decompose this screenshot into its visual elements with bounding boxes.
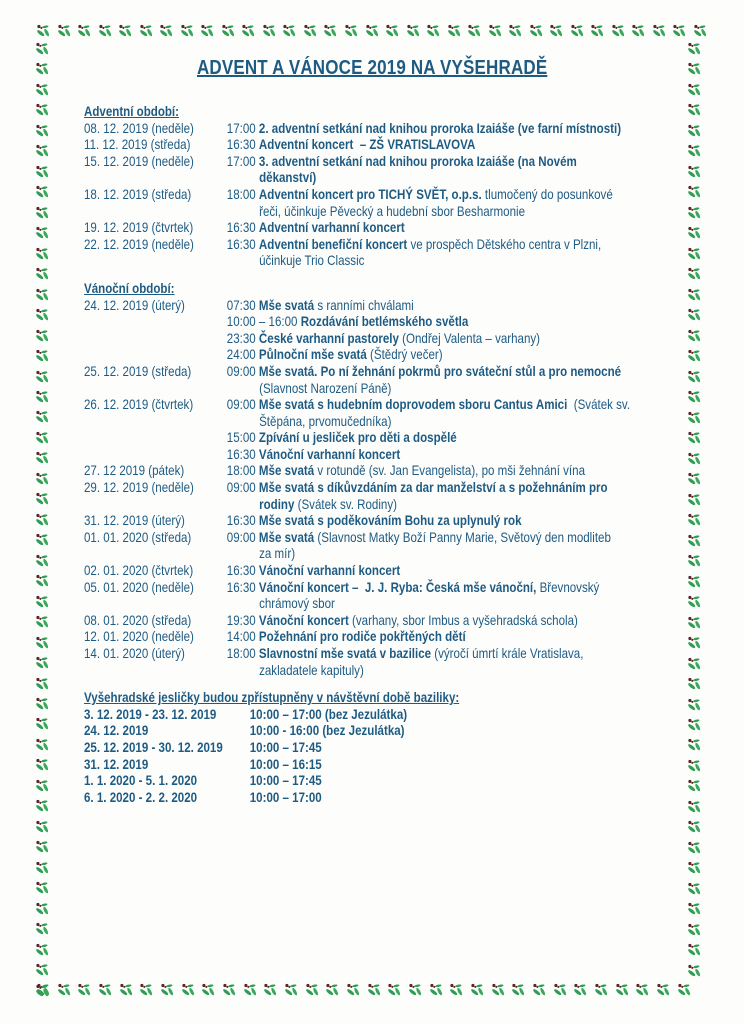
schedule-row xyxy=(84,707,705,724)
event-date: 25. 12. 2019 (středa) xyxy=(84,363,192,379)
holly-sprig-icon xyxy=(35,554,50,568)
event-date: 15. 12. 2019 (neděle) xyxy=(84,153,194,169)
holly-sprig-icon xyxy=(35,881,50,895)
holly-sprig-icon xyxy=(35,799,50,813)
event-details xyxy=(227,613,705,630)
event-date: 02. 01. 2020 (čtvrtek) xyxy=(84,563,194,579)
holly-sprig-icon xyxy=(160,983,175,997)
event-date: 31. 12. 2019 xyxy=(84,756,149,772)
holly-sprig-icon xyxy=(573,983,588,997)
schedule-row xyxy=(84,364,705,397)
event-detail-text: v rotundě (sv. Jan Evangelista), po mši žehnání vína xyxy=(314,463,586,479)
event-line xyxy=(227,430,705,447)
event-detail-text: (varhany, sbor Imbus a vyšehradská schola) xyxy=(348,612,578,628)
event-detail-text: (Slavnost Matky Boží Panny Marie, Světový den modliteb xyxy=(314,529,611,545)
event-date: 27. 12 2019 (pátek) xyxy=(84,463,185,479)
event-line xyxy=(227,513,705,530)
event-title-text: Mše svatá xyxy=(258,463,315,479)
event-date: 19. 12. 2019 (čtvrtek) xyxy=(84,220,194,236)
event-line xyxy=(227,463,705,480)
holly-sprig-icon xyxy=(532,983,547,997)
event-detail-text: chrámový sbor xyxy=(259,596,335,612)
event-title-text: Adventní koncert – ZŠ VRATISLAVOVA xyxy=(258,137,476,153)
event-line xyxy=(227,414,705,431)
holly-sprig-icon xyxy=(35,390,50,404)
event-detail-text: účinkuje Trio Classic xyxy=(259,253,365,269)
holly-sprig-icon xyxy=(139,983,154,997)
event-date: 18. 12. 2019 (středa) xyxy=(84,186,192,202)
holly-sprig-icon xyxy=(305,983,320,997)
event-detail-text: 14:00 xyxy=(226,629,259,645)
event-detail-text: 09:00 xyxy=(226,529,259,545)
holly-sprig-icon xyxy=(408,983,423,997)
event-line xyxy=(227,220,705,237)
event-line xyxy=(227,530,705,547)
event-date: 24. 12. 2019 xyxy=(84,723,149,739)
event-title-text: děkanství) xyxy=(259,170,317,186)
event-details xyxy=(227,513,705,530)
opening-time: 10:00 – 16:15 xyxy=(249,756,322,772)
schedule-row xyxy=(84,187,705,220)
holly-sprig-icon xyxy=(35,103,50,117)
holly-sprig-icon xyxy=(387,983,402,997)
event-title-text: Adventní koncert pro TICHÝ SVĚT, o.p.s. xyxy=(258,186,482,202)
holly-sprig-icon xyxy=(35,42,50,56)
event-line xyxy=(227,397,705,414)
event-title-text: Adventní varhanní koncert xyxy=(258,220,405,236)
event-details xyxy=(227,220,705,237)
event-line xyxy=(227,204,705,221)
holly-sprig-icon xyxy=(119,983,134,997)
holly-sprig-icon xyxy=(687,964,702,978)
event-title-text: Adventní benefiční koncert xyxy=(258,236,408,252)
event-details xyxy=(227,121,705,138)
holly-sprig-icon xyxy=(35,943,50,957)
schedule-row xyxy=(84,723,705,740)
event-details xyxy=(227,629,705,646)
holly-sprig-icon xyxy=(325,983,340,997)
event-line xyxy=(227,480,705,497)
holly-sprig-icon xyxy=(35,431,50,445)
event-line xyxy=(227,580,705,597)
holly-sprig-icon xyxy=(449,983,464,997)
holly-sprig-icon xyxy=(687,820,702,834)
event-details xyxy=(227,463,705,480)
event-title-text: 2. adventní setkání nad knihou proroka Izaiáše (ve farní místnosti) xyxy=(258,120,622,136)
event-title-text: Vánoční varhanní koncert xyxy=(258,563,401,579)
holly-sprig-icon xyxy=(687,841,702,855)
event-title-text: České varhanní pastorely xyxy=(258,330,399,346)
opening-time: 10:00 - 16:00 (bez Jezulátka) xyxy=(249,723,405,739)
holly-sprig-icon xyxy=(181,983,196,997)
event-date: 31. 12. 2019 (úterý) xyxy=(84,513,185,529)
holly-sprig-icon xyxy=(35,247,50,261)
holly-sprig-icon xyxy=(615,983,630,997)
event-title-text: Mše svatá. Po ní žehnání pokrmů pro sváteční stůl a pro nemocné xyxy=(258,363,622,379)
event-date: 26. 12. 2019 (čtvrtek) xyxy=(84,397,194,413)
event-details xyxy=(227,187,705,220)
event-line xyxy=(227,646,705,663)
event-line xyxy=(227,663,705,680)
event-details xyxy=(227,237,705,270)
schedule-row xyxy=(84,629,705,646)
holly-sprig-icon xyxy=(35,963,50,977)
document-content xyxy=(84,0,705,806)
event-detail-text: 15:00 xyxy=(226,430,259,446)
section xyxy=(84,281,705,679)
holly-sprig-icon xyxy=(35,62,50,76)
event-detail-text: (Štědrý večer) xyxy=(366,347,443,363)
event-date: 11. 12. 2019 (středa) xyxy=(84,137,191,153)
holly-sprig-icon xyxy=(687,902,702,916)
holly-sprig-icon xyxy=(35,615,50,629)
event-date: 05. 01. 2020 (neděle) xyxy=(84,579,194,595)
opening-time: 10:00 – 17:45 xyxy=(249,739,322,755)
holly-sprig-icon xyxy=(222,983,237,997)
holly-sprig-icon xyxy=(367,983,382,997)
event-line xyxy=(227,629,705,646)
holly-sprig-icon xyxy=(35,779,50,793)
event-title-text: Rozdávání betlémského světla xyxy=(300,314,469,330)
holly-sprig-icon xyxy=(35,758,50,772)
holly-sprig-icon xyxy=(35,349,50,363)
schedule-row xyxy=(84,154,705,187)
holly-border-left xyxy=(35,42,51,998)
event-date: 1. 1. 2020 - 5. 1. 2020 xyxy=(84,773,198,789)
event-details xyxy=(227,397,705,463)
holly-sprig-icon xyxy=(35,165,50,179)
holly-sprig-icon xyxy=(36,24,51,38)
opening-time: 10:00 – 17:00 xyxy=(249,789,322,805)
event-line xyxy=(227,137,705,154)
schedule-row xyxy=(84,563,705,580)
event-details xyxy=(250,790,705,807)
event-details xyxy=(227,480,705,513)
schedule-row xyxy=(84,580,705,613)
schedule-row xyxy=(84,137,705,154)
holly-sprig-icon xyxy=(35,902,50,916)
holly-sprig-icon xyxy=(35,451,50,465)
event-title-text: Mše svatá s díkůvzdáním za dar manželství a s požehnáním pro xyxy=(258,480,608,496)
event-line xyxy=(227,381,705,398)
event-line xyxy=(227,170,705,187)
holly-sprig-icon xyxy=(677,983,692,997)
section-heading: Vánoční období: xyxy=(84,280,175,296)
schedule-row xyxy=(84,463,705,480)
event-date: 24. 12. 2019 (úterý) xyxy=(84,297,185,313)
holly-sprig-icon xyxy=(687,923,702,937)
holly-border-bottom xyxy=(36,983,692,999)
holly-sprig-icon xyxy=(35,472,50,486)
event-title-text: 3. adventní setkání nad knihou proroka Izaiáše (na Novém xyxy=(258,153,577,169)
holly-sprig-icon xyxy=(35,206,50,220)
holly-sprig-icon xyxy=(35,513,50,527)
holly-sprig-icon xyxy=(35,288,50,302)
event-details xyxy=(227,563,705,580)
event-detail-text: 16:30 xyxy=(226,446,259,462)
event-detail-text: 16:30 xyxy=(226,579,259,595)
holly-sprig-icon xyxy=(35,308,50,322)
event-detail-text: (výročí úmrtí krále Vratislava, xyxy=(431,646,584,661)
event-detail-text: 18:00 xyxy=(226,646,259,661)
holly-sprig-icon xyxy=(594,983,609,997)
event-line xyxy=(227,331,705,348)
event-date: 29. 12. 2019 (neděle) xyxy=(84,480,194,496)
holly-sprig-icon xyxy=(35,717,50,731)
event-title-text: rodiny xyxy=(259,496,295,512)
event-line xyxy=(227,546,705,563)
event-details xyxy=(250,773,705,790)
event-date: 22. 12. 2019 (neděle) xyxy=(84,236,194,252)
section-heading: Adventní období: xyxy=(84,104,180,119)
event-detail-text: Štěpána, prvomučedníka) xyxy=(259,413,392,429)
holly-sprig-icon xyxy=(35,226,50,240)
event-date: 12. 01. 2020 (neděle) xyxy=(84,629,194,645)
event-date: 14. 01. 2020 (úterý) xyxy=(84,646,185,661)
holly-sprig-icon xyxy=(35,267,50,281)
event-details xyxy=(250,707,705,724)
event-date: 3. 12. 2019 - 23. 12. 2019 xyxy=(84,706,217,722)
holly-sprig-icon xyxy=(35,697,50,711)
event-line xyxy=(227,613,705,630)
event-detail-text: 16:30 xyxy=(226,236,259,252)
event-detail-text: 09:00 xyxy=(226,480,259,496)
event-title-text: Mše svatá xyxy=(258,297,315,313)
event-detail-text: (Svátek sv. xyxy=(567,397,631,413)
event-details xyxy=(227,298,705,364)
holly-sprig-icon xyxy=(35,144,50,158)
event-detail-text: 10:00 – 16:00 xyxy=(226,314,301,330)
holly-sprig-icon xyxy=(243,983,258,997)
holly-sprig-icon xyxy=(35,185,50,199)
event-detail-text: 16:30 xyxy=(226,513,259,529)
event-details xyxy=(227,530,705,563)
event-title-text: Vánoční varhanní koncert xyxy=(258,446,401,462)
schedule-row xyxy=(84,773,705,790)
schedule-row xyxy=(84,513,705,530)
holly-sprig-icon xyxy=(57,983,72,997)
page-title: ADVENT A VÁNOCE 2019 NA VYŠEHRADĚ xyxy=(196,57,548,79)
event-detail-text: zakladatele kapituly) xyxy=(259,662,364,678)
schedule-row xyxy=(84,397,705,463)
event-title-text: Mše svatá s hudebním doprovodem sboru Cantus Amici xyxy=(258,397,568,413)
event-detail-text: za mír) xyxy=(259,546,296,562)
event-detail-text: 16:30 xyxy=(226,220,259,236)
schedule-row xyxy=(84,298,705,364)
holly-sprig-icon xyxy=(98,983,113,997)
event-date: 6. 1. 2020 - 2. 2. 2020 xyxy=(84,789,198,805)
holly-sprig-icon xyxy=(35,124,50,138)
event-details xyxy=(250,740,705,757)
holly-sprig-icon xyxy=(35,738,50,752)
event-date: 08. 12. 2019 (neděle) xyxy=(84,120,194,136)
schedule-row xyxy=(84,530,705,563)
event-detail-text: 09:00 xyxy=(226,397,259,413)
event-detail-text: tlumočený do posunkové xyxy=(481,186,613,202)
holly-sprig-icon xyxy=(470,983,485,997)
event-line xyxy=(227,187,705,204)
event-line xyxy=(227,447,705,464)
holly-sprig-icon xyxy=(511,983,526,997)
schedule-row xyxy=(84,757,705,774)
schedule-row xyxy=(84,613,705,630)
holly-sprig-icon xyxy=(35,533,50,547)
event-title-text: Vánoční koncert – J. J. Ryba: Česká mše vánoční, xyxy=(258,579,537,595)
event-line xyxy=(227,364,705,381)
event-detail-text: řeči, účinkuje Pěvecký a hudební sbor Besharmonie xyxy=(259,203,526,219)
holly-sprig-icon xyxy=(656,983,671,997)
holly-sprig-icon xyxy=(35,370,50,384)
event-detail-text: ve prospěch Dětského centra v Plzni, xyxy=(407,236,602,252)
event-detail-text: 16:30 xyxy=(226,563,259,579)
holly-sprig-icon xyxy=(35,922,50,936)
event-line xyxy=(227,237,705,254)
event-details xyxy=(227,137,705,154)
schedule-row xyxy=(84,790,705,807)
event-title-text: Zpívání u jesliček pro děti a dospělé xyxy=(258,430,457,446)
event-date: 08. 01. 2020 (středa) xyxy=(84,612,192,628)
holly-sprig-icon xyxy=(35,410,50,424)
holly-sprig-icon xyxy=(35,574,50,588)
section xyxy=(84,104,705,270)
event-title-text: Mše svatá xyxy=(258,529,315,545)
holly-sprig-icon xyxy=(35,861,50,875)
holly-sprig-icon xyxy=(35,840,50,854)
holly-sprig-icon xyxy=(429,983,444,997)
event-line xyxy=(227,298,705,315)
event-line xyxy=(227,497,705,514)
event-line xyxy=(227,314,705,331)
event-line xyxy=(227,154,705,171)
event-details xyxy=(227,154,705,187)
holly-sprig-icon xyxy=(57,24,72,38)
event-detail-text: 19:30 xyxy=(226,612,259,628)
schedule-row xyxy=(84,237,705,270)
event-detail-text: 18:00 xyxy=(226,463,259,479)
holly-sprig-icon xyxy=(263,983,278,997)
section xyxy=(84,690,705,806)
event-details xyxy=(227,364,705,397)
event-detail-text: 07:30 xyxy=(226,297,259,313)
event-detail-text: (Ondřej Valenta – varhany) xyxy=(398,330,541,346)
holly-sprig-icon xyxy=(284,983,299,997)
holly-sprig-icon xyxy=(553,983,568,997)
event-date: 25. 12. 2019 - 30. 12. 2019 xyxy=(84,739,223,755)
holly-sprig-icon xyxy=(346,983,361,997)
event-title-text: Slavnostní mše svatá v bazilice xyxy=(258,646,432,661)
event-title-text: Vánoční koncert xyxy=(258,612,349,628)
holly-sprig-icon xyxy=(35,636,50,650)
holly-sprig-icon xyxy=(35,820,50,834)
event-line xyxy=(227,253,705,270)
event-detail-text: 17:00 xyxy=(226,120,259,136)
event-line xyxy=(227,347,705,364)
event-detail-text: 23:30 xyxy=(226,330,259,346)
event-line xyxy=(227,563,705,580)
event-date: 01. 01. 2020 (středa) xyxy=(84,529,192,545)
holly-sprig-icon xyxy=(491,983,506,997)
schedule-row xyxy=(84,646,705,679)
schedule-sections xyxy=(84,104,705,806)
event-detail-text: 16:30 xyxy=(226,137,259,153)
event-details xyxy=(250,757,705,774)
opening-time: 10:00 – 17:00 (bez Jezulátka) xyxy=(249,706,408,722)
event-detail-text: (Svátek sv. Rodiny) xyxy=(294,496,397,512)
holly-sprig-icon xyxy=(35,677,50,691)
event-details xyxy=(227,646,705,679)
holly-sprig-icon xyxy=(687,882,702,896)
schedule-row xyxy=(84,740,705,757)
event-line xyxy=(227,596,705,613)
holly-sprig-icon xyxy=(35,83,50,97)
holly-sprig-icon xyxy=(35,656,50,670)
event-detail-text: s ranními chválami xyxy=(314,297,414,313)
event-detail-text: 18:00 xyxy=(226,186,259,202)
event-detail-text: 24:00 xyxy=(226,347,259,363)
holly-sprig-icon xyxy=(35,329,50,343)
opening-time: 10:00 – 17:45 xyxy=(249,773,322,789)
holly-sprig-icon xyxy=(35,492,50,506)
event-details xyxy=(227,580,705,613)
schedule-row xyxy=(84,220,705,237)
event-title-text: Půlnoční mše svatá xyxy=(258,347,367,363)
holly-sprig-icon xyxy=(635,983,650,997)
holly-sprig-icon xyxy=(35,595,50,609)
event-detail-text: (Slavnost Narození Páně) xyxy=(259,380,392,396)
schedule-row xyxy=(84,121,705,138)
section-heading: Vyšehradské jesličky budou zpřístupněny v návštěvní době baziliky: xyxy=(84,690,460,706)
holly-sprig-icon xyxy=(201,983,216,997)
event-detail-text: Břevnovský xyxy=(536,579,600,595)
event-details xyxy=(250,723,705,740)
holly-sprig-icon xyxy=(687,861,702,875)
event-title-text: Požehnání pro rodiče pokřtěných dětí xyxy=(258,629,466,645)
event-title-text: Mše svatá s poděkováním Bohu za uplynulý rok xyxy=(258,513,522,529)
event-line xyxy=(227,121,705,138)
event-detail-text: 09:00 xyxy=(226,363,259,379)
holly-sprig-icon xyxy=(687,943,702,957)
event-detail-text: 17:00 xyxy=(226,153,259,169)
schedule-row xyxy=(84,480,705,513)
holly-sprig-icon xyxy=(77,983,92,997)
holly-sprig-icon xyxy=(35,984,50,998)
